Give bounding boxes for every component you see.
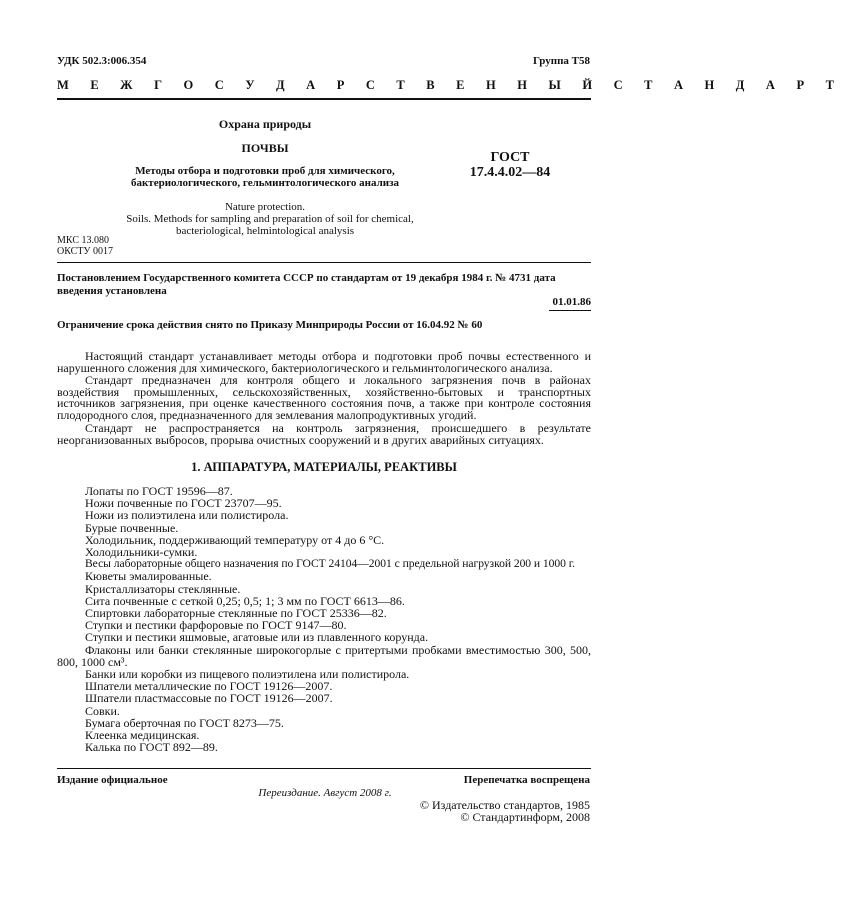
reedition-note: Переиздание. Август 2008 г. [258, 787, 392, 799]
list-item: Кристаллизаторы стеклянные. [85, 581, 241, 596]
list-item: Ножи почвенные по ГОСТ 23707—95. [85, 496, 282, 511]
group-code: Группа Т58 [532, 55, 590, 67]
standard-type-title: М Е Ж Г О С У Д А Р С Т В Е Н Н Ы Й С Т А Н Д А Р Т [57, 78, 843, 92]
title-line-1: Охрана природы [218, 117, 312, 131]
list-item: Бумага оберточная по ГОСТ 8273—75. [85, 715, 284, 730]
copyright-2: © Стандартинформ, 2008 [460, 810, 590, 824]
list-item: Совки. [85, 703, 120, 718]
title-line-2: ПОЧВЫ [241, 141, 289, 155]
list-item: Лопаты по ГОСТ 19596—87. [85, 484, 233, 498]
equipment-list [57, 484, 591, 755]
list-item: Калька по ГОСТ 892—89. [85, 740, 218, 755]
date-underline [549, 310, 591, 311]
gost-label: ГОСТ [490, 150, 530, 165]
official-edition: Издание официальное [57, 774, 168, 786]
udk-code: УДК 502.3:006.354 [57, 55, 147, 67]
section-1-heading: 1. АППАРАТУРА, МАТЕРИАЛЫ, РЕАКТИВЫ [191, 460, 457, 474]
title-rule [57, 262, 591, 263]
list-item: Клеенка медицинская. [85, 728, 200, 743]
list-item: Бурые почвенные. [85, 520, 179, 535]
list-item: Ступки и пестики фарфоровые по ГОСТ 9147—80. [85, 618, 347, 633]
english-title-2: Soils. Methods for sampling and preparation of soil for chemical, [126, 213, 414, 225]
list-item: Холодильники-сумки. [85, 545, 198, 560]
copyright-1: © Издательство стандартов, 1985 [419, 798, 590, 812]
list-item: Флаконы или банки стеклянные широкогорлые с притертыми пробками вместимостью 300, 500, 800, 1000 см³. [57, 642, 591, 669]
intro-paragraph-1: Настоящий стандарт устанавливает методы отбора и подготовки проб почвы естественного и нарушенного сложения для химического, бактериологического и гельминтологического анализа. [57, 349, 591, 375]
list-item: Банки или коробки из пищевого полиэтилена или полистирола. [85, 667, 410, 682]
list-item: Весы лабораторные общего назначения по ГОСТ 24104—2001 с предельной нагрузкой 200 и 1000 г. [85, 557, 575, 571]
header-rule [57, 98, 591, 100]
list-item: Шпатели металлические по ГОСТ 19126—2007. [85, 679, 333, 694]
intro-paragraph-3: Стандарт не распространяется на контроль загрязнения, происшедшего в результате неорганизованных выбросов, прорыва очистных сооружений и в других аварийных ситуациях. [57, 421, 591, 447]
footer-rule [57, 768, 591, 769]
list-item: Ножи из полиэтилена или полистирола. [85, 508, 289, 523]
title-line-4: бактериологического, гельминтологического анализа [130, 177, 400, 189]
title-line-3: Методы отбора и подготовки проб для химического, [135, 165, 395, 177]
list-item: Спиртовки лабораторные стеклянные по ГОСТ 25336—82. [85, 606, 387, 621]
list-item: Сита почвенные с сеткой 0,25; 0,5; 1; 3 мм по ГОСТ 6613—86. [85, 593, 405, 608]
introduction-date: 01.01.86 [552, 296, 591, 308]
okstu-code: ОКСТУ 0017 [57, 246, 114, 257]
mks-code: МКС 13.080 [57, 235, 109, 246]
gost-number: 17.4.4.02—84 [469, 165, 551, 180]
decree-text: Постановлением Государственного комитета СССР по стандартам от 19 декабря 1984 г. № 4731 дата введения установлена [57, 272, 556, 297]
list-item: Ступки и пестики яшмовые, агатовые или из плавленного корунда. [85, 630, 429, 645]
english-title-1: Nature protection. [224, 201, 306, 213]
list-item: Шпатели пластмассовые по ГОСТ 19126—2007. [85, 691, 333, 706]
english-title-3: bacteriological, helmintological analysis [175, 225, 355, 237]
list-item: Кюветы эмалированные. [85, 569, 212, 584]
restriction-note: Ограничение срока действия снято по Приказу Минприроды России от 16.04.92 № 60 [57, 319, 483, 331]
intro-paragraph-2: Стандарт предназначен для контроля общего и локального загрязнения почв в районах воздействия промышленных, сельскохозяйственных, хозяйственно-бытовых и транспортных источников загрязнения, при оценке качественного состояния почв, а также при контроле состояния плодородного слоя, предназначенного для землевания малопродуктивных угодий. [57, 373, 591, 422]
list-item: Холодильник, поддерживающий температуру от 4 до 6 °С. [85, 532, 385, 547]
reprint-notice: Перепечатка воспрещена [463, 774, 590, 786]
